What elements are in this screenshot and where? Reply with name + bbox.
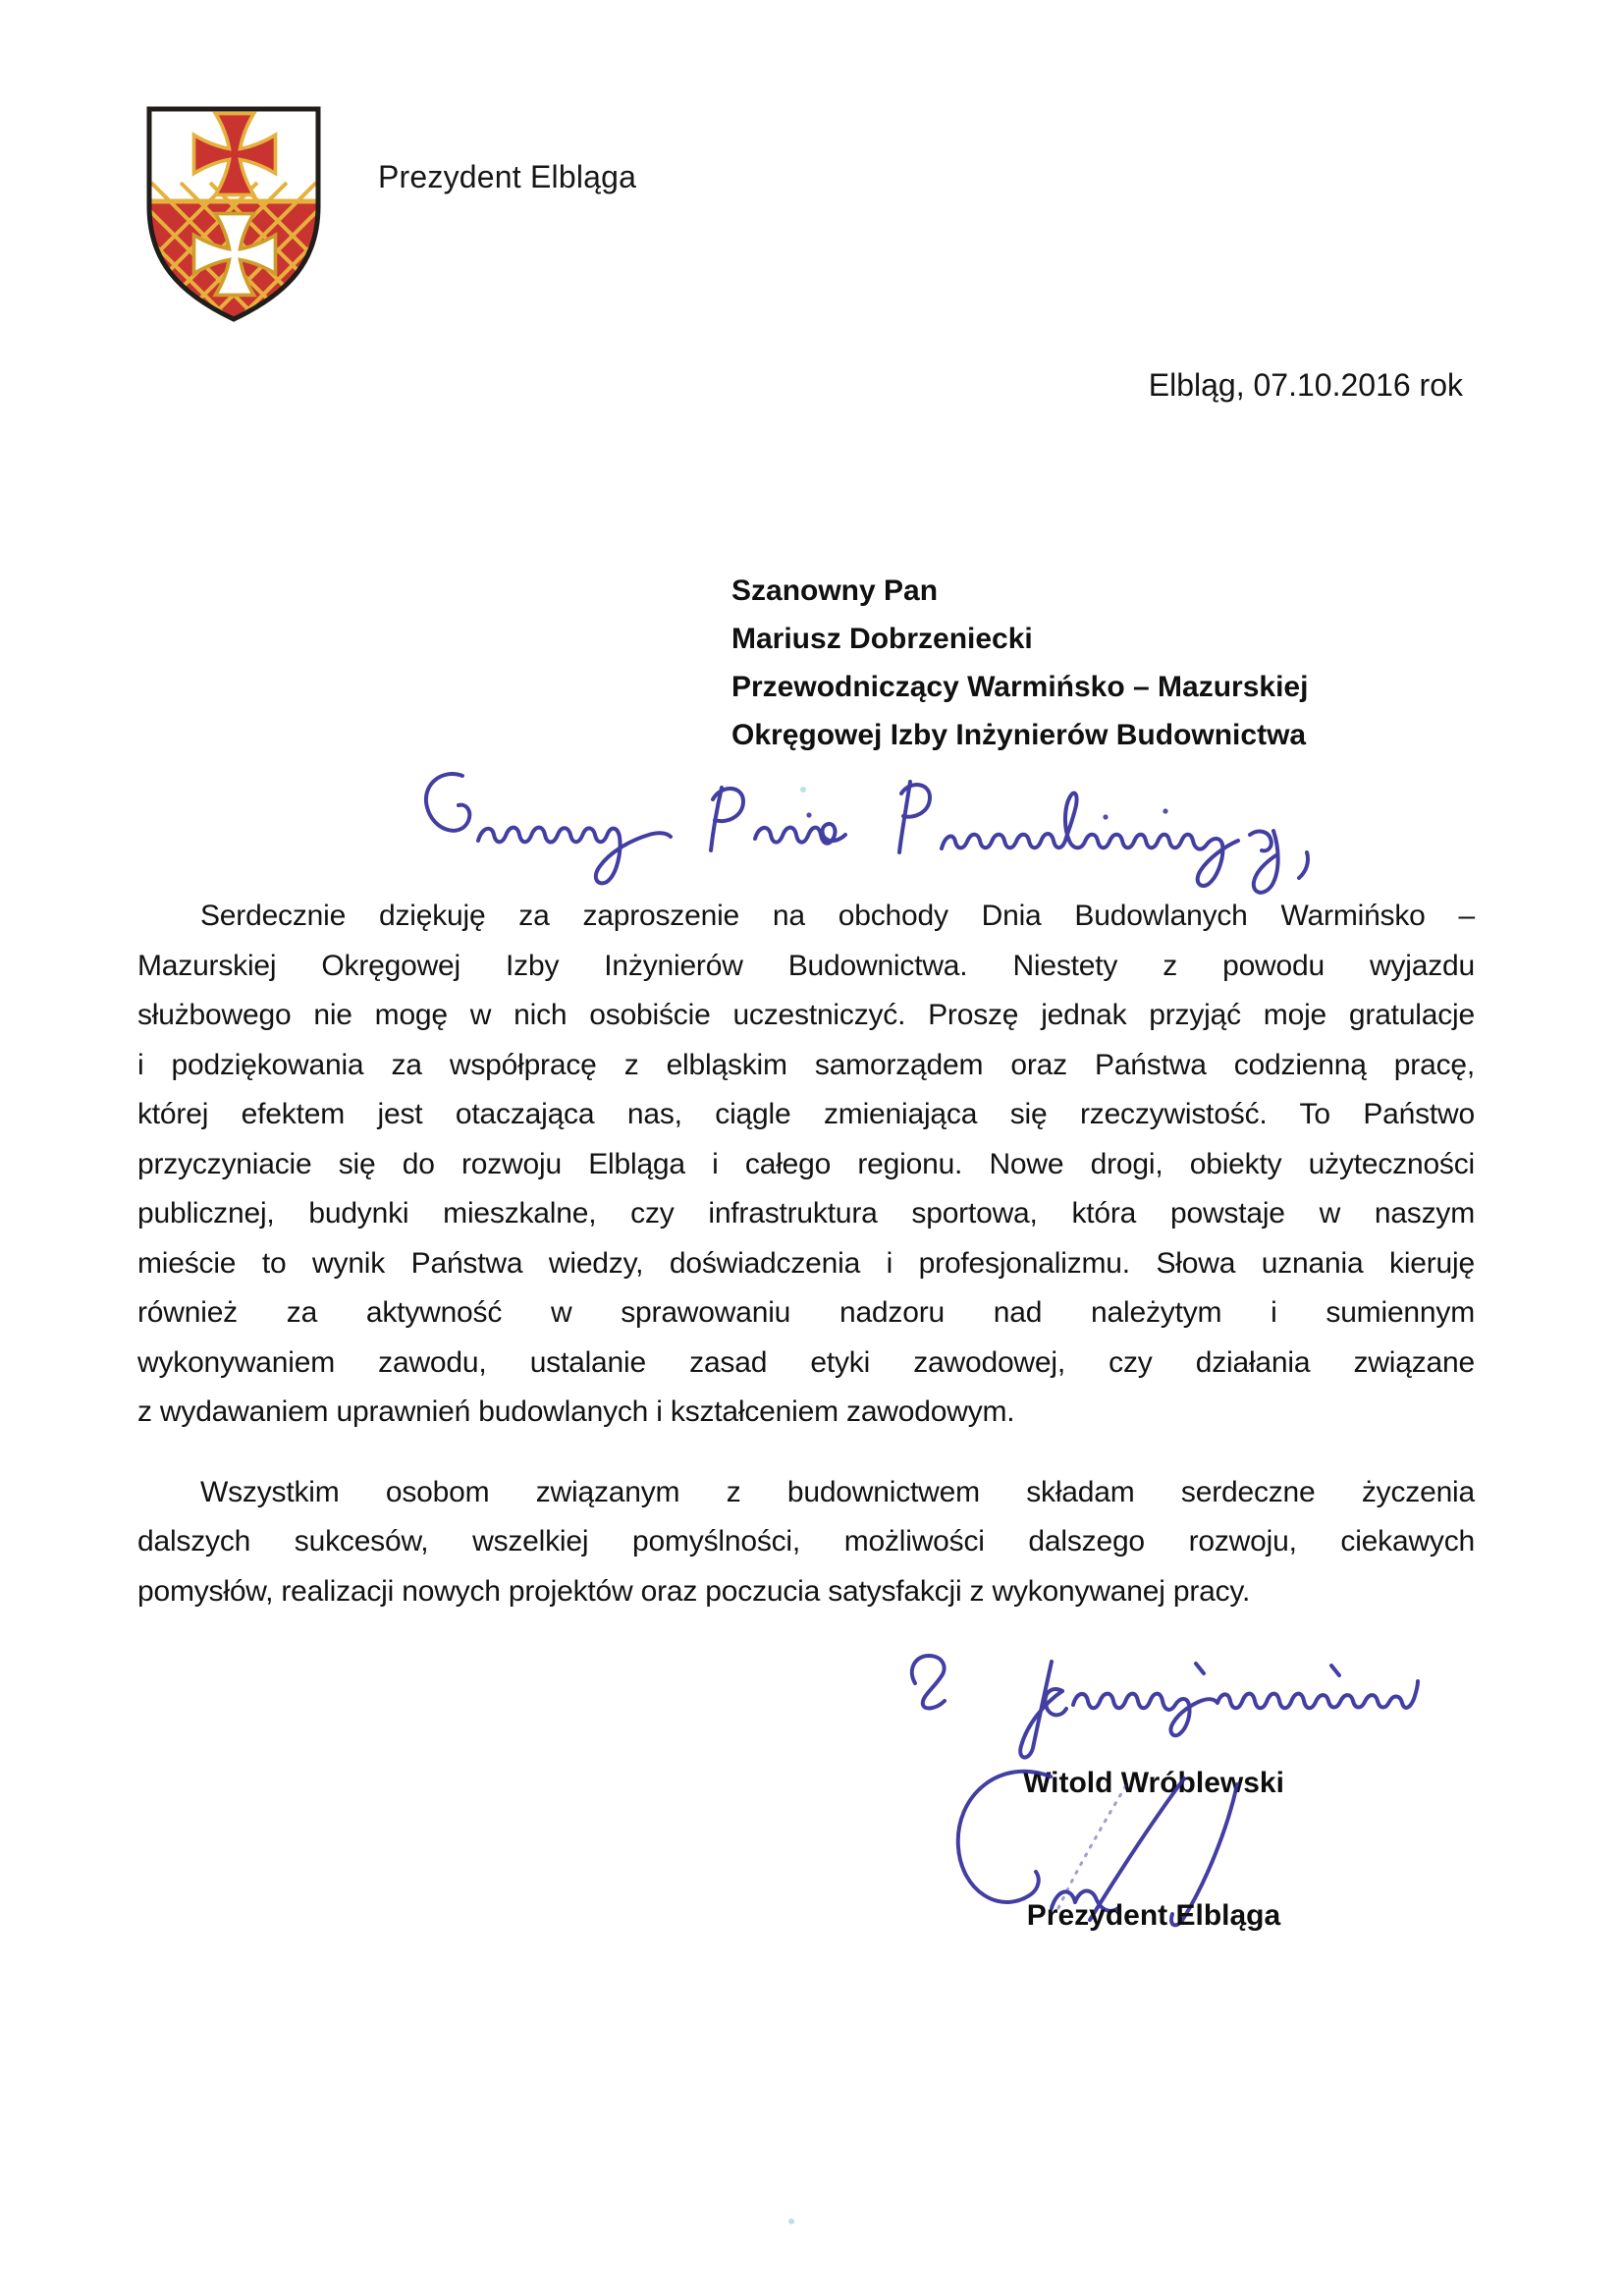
body-line: z wydawaniem uprawnień budowlanych i kształceniem zawodowym. (137, 1395, 1015, 1428)
recipient-title-line-1: Przewodniczący Warmińsko – Mazurskiej (731, 671, 1309, 703)
body-line: Mazurskiej Okręgowej Izby Inżynierów Budownictwa. Niestety z powodu wyjazdu (137, 949, 1475, 982)
body-line: Wszystkim osobom związanym z budownictwem składam serdeczne życzenia (200, 1475, 1475, 1508)
sender-office-title: Prezydent Elbląga (378, 159, 637, 194)
body-line: służbowego nie mogę w nich osobiście uczestniczyć. Proszę jednak przyjąć moje gratulacje (137, 999, 1475, 1031)
recipient-title-line-2: Okręgowej Izby Inżynierów Budownictwa (731, 719, 1307, 751)
elblag-coat-of-arms-icon (139, 100, 328, 330)
recipient-name: Mariusz Dobrzeniecki (731, 623, 1033, 655)
recipient-block (731, 567, 1308, 759)
body-line: wykonywaniem zawodu, ustalanie zasad etyki zawodowej, czy działania związane (137, 1345, 1475, 1379)
handwritten-greeting (417, 746, 1340, 899)
paragraph (137, 892, 1475, 1438)
body-line: Serdecznie dziękuję za zaproszenie na obchody Dnia Budowlanych Warmińsko – (200, 900, 1475, 932)
body-line: dalszych sukcesów, wszelkiej pomyślności, możliwości dalszego rozwoju, ciekawych (137, 1525, 1475, 1558)
scan-speck (788, 2218, 794, 2224)
letter-body (137, 892, 1475, 1616)
signatory-title: Prezydent Elbląga (1026, 1899, 1281, 1932)
signatory-name: Witold Wróblewski (1023, 1767, 1284, 1799)
body-line: i podziękowania za współpracę z elbląskim samorządem oraz Państwa codzienną pracę, (137, 1048, 1475, 1081)
scan-speck (800, 787, 806, 793)
paragraph (137, 1468, 1475, 1617)
body-line: mieście to wynik Państwa wiedzy, doświadczenia i profesjonalizmu. Słowa uznania kieruję (137, 1246, 1475, 1280)
body-line: również za aktywność w sprawowaniu nadzoru nad należytym i sumiennym (137, 1296, 1475, 1329)
date-line: Elbląg, 07.10.2016 rok (1148, 367, 1463, 403)
recipient-salutation: Szanowny Pan (731, 574, 939, 607)
body-line: publicznej, budynki mieszkalne, czy infrastruktura sportowa, która powstaje w naszym (137, 1197, 1475, 1230)
body-line: przyczyniacie się do rozwoju Elbląga i całego regionu. Nowe drogi, obiekty użyteczności (137, 1147, 1475, 1180)
body-line: pomysłów, realizacji nowych projektów oraz poczucia satysfakcji z wykonywanej pracy. (137, 1574, 1251, 1608)
body-line: której efektem jest otaczająca nas, ciągle zmieniająca się rzeczywistość. To Państwo (137, 1098, 1475, 1130)
